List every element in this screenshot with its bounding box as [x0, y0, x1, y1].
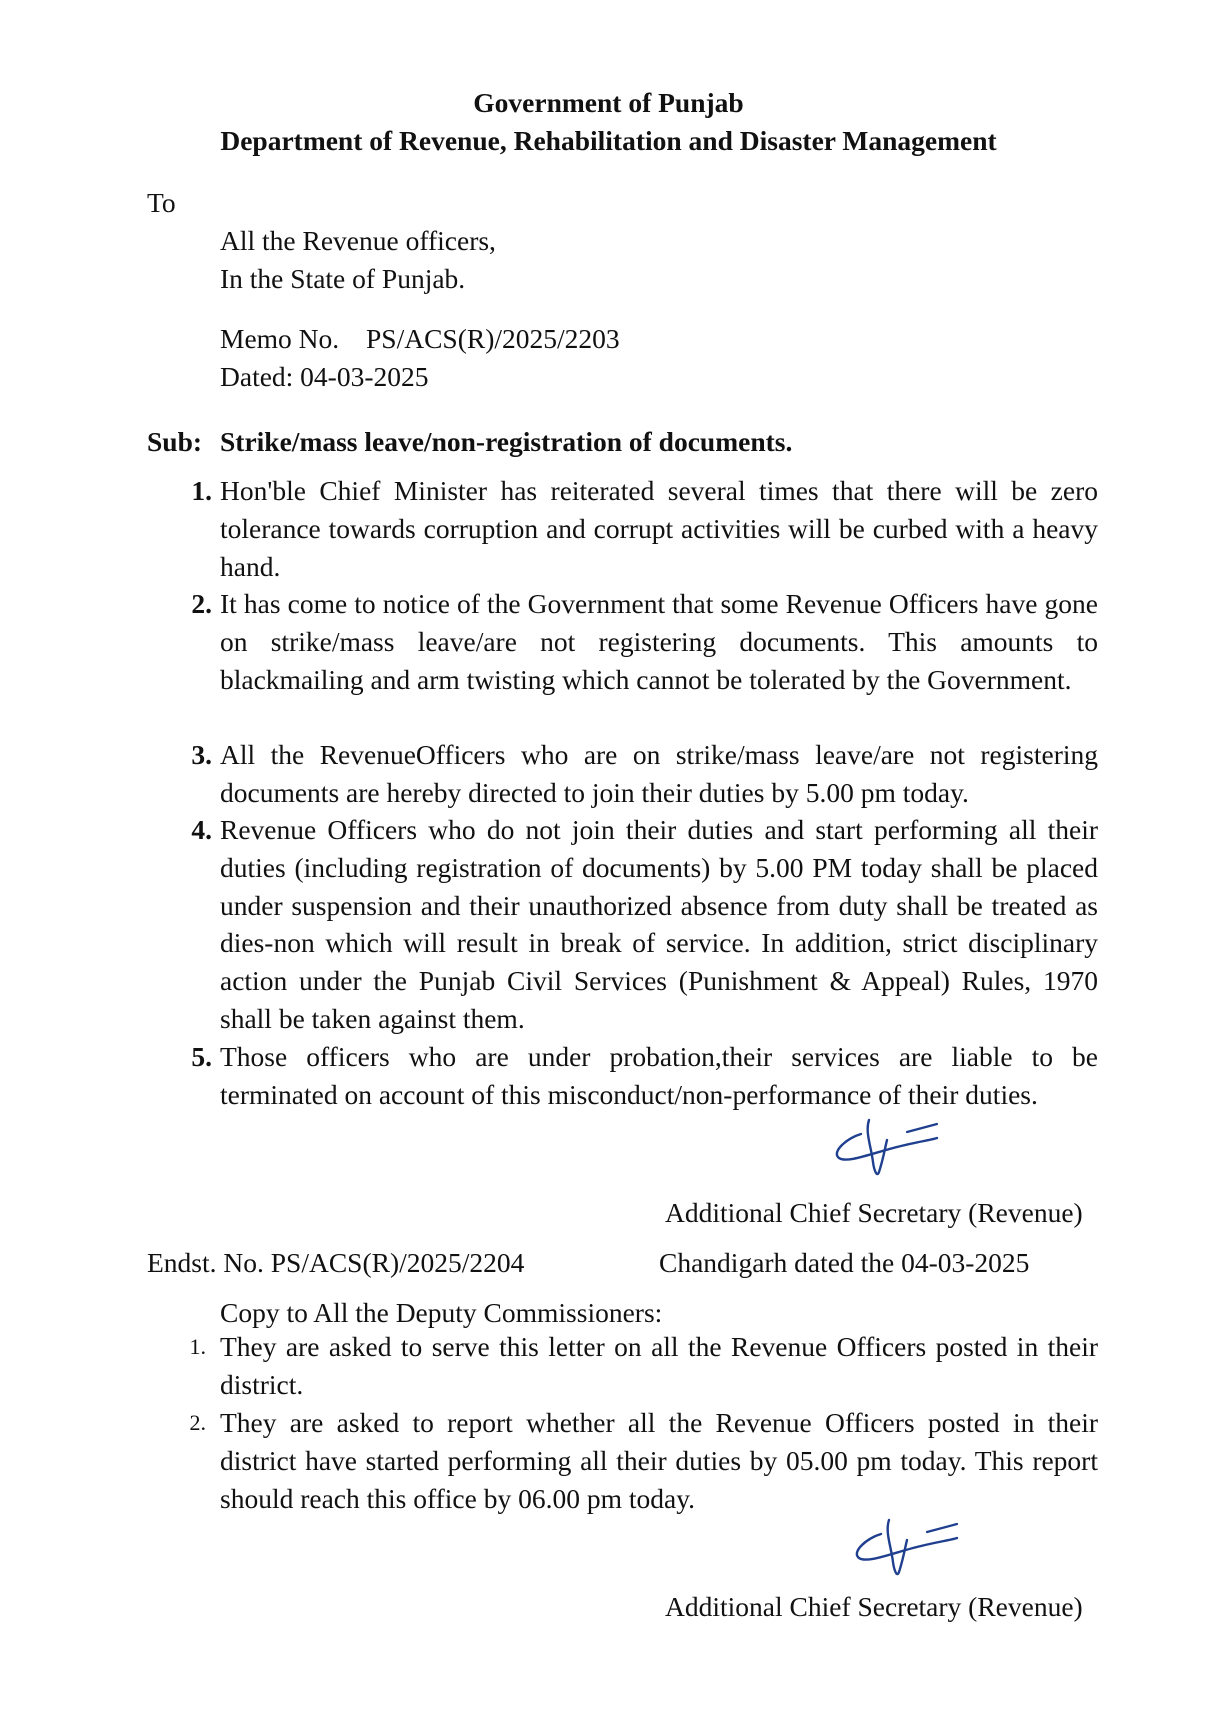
point-number: 3. — [191, 739, 212, 770]
subject-label: Sub: — [147, 426, 203, 457]
copy-point-number: 1. — [189, 1334, 206, 1359]
addressee-line-1: All the Revenue officers, — [220, 225, 496, 256]
point-number: 5. — [191, 1041, 212, 1072]
point-text: All the RevenueOfficers who are on strike/mass leave/are not registering documents are hereby directed to join their duties by 5.00 pm today. — [220, 739, 1098, 808]
department-title: Department of Revenue, Rehabilitation and Disaster Management — [220, 125, 997, 156]
point-number: 2. — [191, 588, 212, 619]
point-number: 1. — [191, 475, 212, 506]
to-label: To — [147, 187, 176, 218]
signature-1 — [825, 1112, 945, 1184]
memo-label: Memo No. — [220, 323, 340, 354]
point-text: Those officers who are under probation,their services are liable to be terminated on account of this misconduct/non-performance of their duties. — [220, 1041, 1098, 1110]
copy-point-text: They are asked to report whether all the Revenue Officers posted in their district have started performing all their duties by 05.00 pm today. This report should reach this office by 06.00 pm today. — [220, 1407, 1098, 1514]
addressee-line-2: In the State of Punjab. — [220, 263, 466, 294]
subject-text: Strike/mass leave/non-registration of documents. — [220, 426, 793, 457]
point-text: Revenue Officers who do not join their duties and start performing all their duties (including registration of documents) by 5.00 PM today shall be placed under suspension and their unauthorized absence from duty shall be treated as dies-non which will result in break of service. In addition, strict disciplinary action under the Punjab Civil Services (Punishment & Appeal) Rules, 1970 shall be taken against them. — [220, 814, 1098, 1034]
signatory-2: Additional Chief Secretary (Revenue) — [665, 1591, 1083, 1622]
memo-date: Dated: 04-03-2025 — [220, 361, 429, 392]
endorsement-number: Endst. No. PS/ACS(R)/2025/2204 — [147, 1247, 525, 1278]
signatory-1: Additional Chief Secretary (Revenue) — [665, 1197, 1083, 1228]
signature-2 — [845, 1514, 965, 1586]
copy-point-text: They are asked to serve this letter on all the Revenue Officers posted in their district. — [220, 1331, 1098, 1400]
point-text: Hon'ble Chief Minister has reiterated several times that there will be zero tolerance towards corruption and corrupt activities will be curbed with a heavy hand. — [220, 475, 1098, 582]
point-text: It has come to notice of the Government that some Revenue Officers have gone on strike/mass leave/are not registering documents. This amounts to blackmailing and arm twisting which cannot be tolerated by the Government. — [220, 588, 1098, 695]
copy-to: Copy to All the Deputy Commissioners: — [220, 1297, 663, 1328]
point-number: 4. — [191, 814, 212, 845]
endorsement-place-date: Chandigarh dated the 04-03-2025 — [659, 1247, 1030, 1278]
memo-number: PS/ACS(R)/2025/2203 — [366, 323, 620, 354]
copy-point-number: 2. — [189, 1410, 206, 1435]
government-title: Government of Punjab — [473, 87, 744, 118]
